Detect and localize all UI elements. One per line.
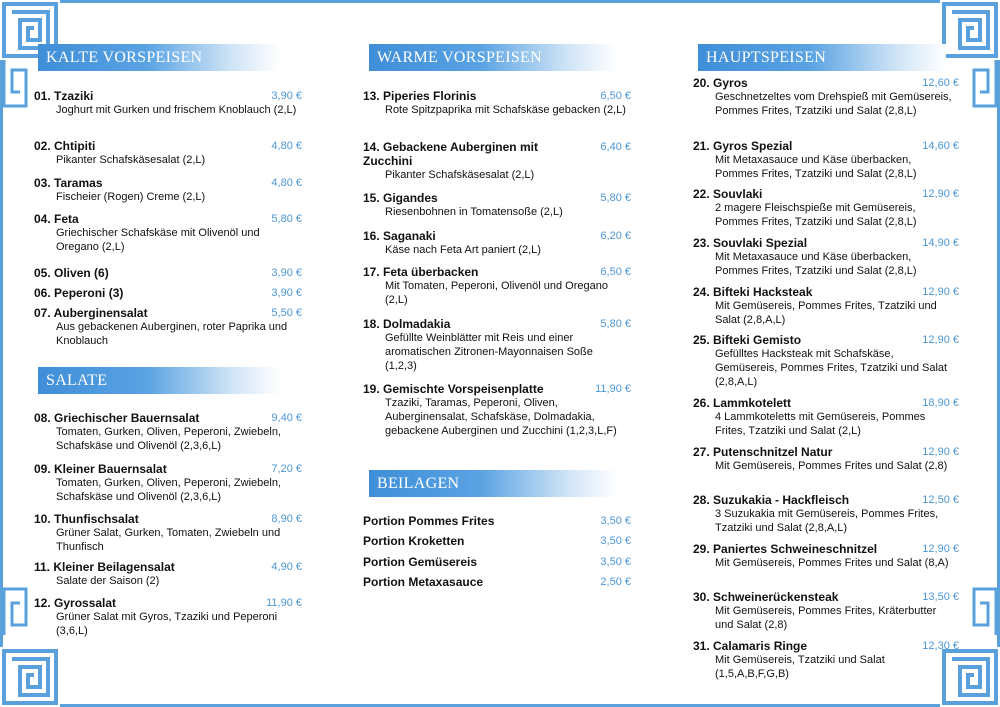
menu-item-price: 12,90 €: [922, 188, 959, 200]
menu-item-description: Tomaten, Gurken, Oliven, Peperoni, Zwiebeln, Schafskäse und Olivenöl (2,3,6,L): [56, 426, 282, 452]
menu-item-name: 07. Auberginensalat: [34, 306, 148, 320]
menu-item-name: 11. Kleiner Beilagensalat: [34, 560, 175, 574]
menu-item-price: 3,90 €: [271, 267, 302, 279]
menu-item-price: 8,90 €: [271, 513, 302, 525]
menu-item: [693, 590, 959, 632]
menu-item-price: 12,60 €: [922, 77, 959, 89]
greek-key-border-icon: [970, 60, 1000, 110]
menu-item-price: 12,90 €: [922, 286, 959, 298]
menu-item: [693, 639, 959, 681]
menu-item-name: 20. Gyros: [693, 76, 748, 90]
menu-item-price: 4,90 €: [271, 561, 302, 573]
menu-item-name: 19. Gemischte Vorspeisenplatte: [363, 382, 544, 396]
menu-item-price: 6,20 €: [600, 230, 631, 242]
menu-item-name: 22. Souvlaki: [693, 187, 763, 201]
menu-item: [34, 176, 302, 204]
menu-item-price: 12,90 €: [922, 334, 959, 346]
menu-item-price: 3,90 €: [271, 287, 302, 299]
menu-item-name: 15. Gigandes: [363, 191, 438, 205]
menu-item-description: Mit Gemüsereis, Pommes Frites, Kräterbutter und Salat (2,8): [715, 605, 937, 631]
menu-item-price: 14,90 €: [922, 237, 959, 249]
menu-item-price: 3,50 €: [600, 535, 631, 547]
menu-item-price: 12,90 €: [922, 446, 959, 458]
menu-item: [363, 534, 631, 548]
menu-item: [34, 89, 302, 117]
menu-item: [693, 542, 959, 570]
menu-item-price: 11,90 €: [266, 597, 302, 609]
menu-item-price: 4,80 €: [271, 177, 302, 189]
menu-item-name: 29. Paniertes Schweineschnitzel: [693, 542, 878, 556]
menu-item: [363, 89, 631, 117]
menu-item: [693, 139, 959, 181]
menu-item-price: 18,90 €: [922, 397, 959, 409]
menu-item: [363, 317, 631, 373]
menu-item-name: 05. Oliven (6): [34, 266, 109, 280]
menu-item-price: 6,40 €: [600, 141, 631, 153]
section-heading-kalte-vorspeisen: KALTE VORSPEISEN: [38, 44, 280, 71]
menu-item-price: 12,90 €: [922, 543, 959, 555]
menu-item-name: 02. Chtipiti: [34, 139, 96, 153]
menu-item: [693, 236, 959, 278]
section-heading-salate: SALATE: [38, 367, 280, 394]
menu-item-description: 2 magere Fleischspieße mit Gemüsereis, Pommes Frites, Tzatziki und Salat (2,8,L): [715, 202, 917, 228]
menu-item-name: 03. Taramas: [34, 176, 103, 190]
menu-item-price: 12,50 €: [922, 494, 959, 506]
menu-item: [34, 411, 302, 453]
menu-item-price: 4,80 €: [271, 140, 302, 152]
menu-item-price: 7,20 €: [271, 463, 302, 475]
menu-item-description: Riesenbohnen in Tomatensoße (2,L): [385, 206, 563, 218]
menu-item-description: Käse nach Feta Art paniert (2,L): [385, 244, 541, 256]
menu-item-price: 13,50 €: [922, 591, 959, 603]
menu-item-description: 3 Suzukakia mit Gemüsereis, Pommes Frites, Tzatziki und Salat (2,8,A,L): [715, 508, 939, 534]
menu-item-price: 5,80 €: [600, 318, 631, 330]
menu-item: [363, 265, 631, 307]
menu-item-description: Mit Tomaten, Peperoni, Olivenöl und Oregano (2,L): [385, 280, 608, 306]
menu-item-price: 6,50 €: [600, 90, 631, 102]
menu-item: [363, 575, 631, 589]
menu-item-description: Tomaten, Gurken, Oliven, Peperoni, Zwiebeln, Schafskäse und Olivenöl (2,3,6,L): [56, 477, 282, 503]
menu-item-name: 30. Schweinerückensteak: [693, 590, 839, 604]
menu-item-price: 14,60 €: [922, 140, 959, 152]
menu-item: [34, 560, 302, 588]
menu-item: [34, 462, 302, 504]
menu-item: [363, 191, 631, 219]
menu-item-description: Gefülltes Hacksteak mit Schafskäse, Gemüsereis, Pommes Frites, Tzatziki und Salat (2,8,A,L): [715, 348, 948, 388]
menu-item-name: 28. Suzukakia - Hackfleisch: [693, 493, 850, 507]
menu-item-name: 25. Bifteki Gemisto: [693, 333, 802, 347]
section-heading-beilagen: BEILAGEN: [369, 470, 617, 497]
menu-item-name: Portion Gemüsereis: [363, 555, 478, 569]
menu-item: [693, 396, 959, 438]
section-heading-hauptspeisen: HAUPTSPEISEN: [698, 44, 946, 71]
menu-item-name: 17. Feta überbacken: [363, 265, 479, 279]
menu-item-description: Mit Metaxasauce und Käse überbacken, Pommes Frites, Tzatziki und Salat (2,8,L): [715, 154, 917, 180]
menu-item: [363, 514, 631, 528]
menu-item-description: Tzaziki, Taramas, Peperoni, Oliven, Auberginensalat, Schafskäse, Dolmadakia, gebackene Auberginen und Zucchini (1,2,3,L,F): [385, 397, 617, 437]
menu-item: [34, 139, 302, 167]
menu-item-name: 31. Calamaris Ringe: [693, 639, 808, 653]
menu-item-name: 04. Feta: [34, 212, 79, 226]
menu-item-description: Mit Gemüsereis, Pommes Frites und Salat (8,A): [715, 557, 949, 569]
greek-key-border-icon: [0, 60, 30, 110]
menu-item-price: 5,80 €: [600, 192, 631, 204]
section-heading-warme-vorspeisen: WARME VORSPEISEN: [369, 44, 617, 71]
menu-item: [34, 306, 302, 348]
frame-top-border: [0, 0, 1000, 3]
menu-item-description: Grüner Salat, Gurken, Tomaten, Zwiebeln und Thunfisch: [56, 527, 281, 553]
menu-item: [363, 229, 631, 257]
menu-item-description: Mit Gemüsereis, Tzatziki und Salat (1,5,A,B,F,G,B): [715, 654, 885, 680]
menu-item-name: 14. Gebackene Auberginen mit Zucchini: [363, 140, 538, 168]
menu-item-name: 26. Lammkotelett: [693, 396, 792, 410]
menu-item-description: Salate der Saison (2): [56, 575, 160, 587]
menu-item-name: 16. Saganaki: [363, 229, 436, 243]
menu-item-price: 2,50 €: [600, 576, 631, 588]
menu-item: [693, 445, 959, 473]
menu-item: [34, 286, 302, 300]
menu-item-description: Rote Spitzpaprika mit Schafskäse gebacken (2,L): [385, 104, 626, 116]
menu-item: [363, 140, 631, 182]
menu-item-description: Pikanter Schafskäsesalat (2,L): [56, 154, 206, 166]
menu-item-name: 21. Gyros Spezial: [693, 139, 793, 153]
menu-item-name: 27. Putenschnitzel Natur: [693, 445, 833, 459]
menu-item-price: 12,30 €: [922, 640, 959, 652]
menu-item-price: 5,80 €: [271, 213, 302, 225]
menu-item-description: Grüner Salat mit Gyros, Tzaziki und Peperoni (3,6,L): [56, 611, 278, 637]
menu-item: [693, 333, 959, 389]
menu-item-name: 06. Peperoni (3): [34, 286, 124, 300]
menu-item: [693, 285, 959, 327]
greek-key-corner-icon: [940, 0, 1000, 60]
menu-item-price: 5,50 €: [271, 307, 302, 319]
menu-item-description: Aus gebackenen Auberginen, roter Paprika und Knoblauch: [56, 321, 288, 347]
greek-key-border-icon: [0, 585, 30, 635]
menu-item-name: Portion Metaxasauce: [363, 575, 484, 589]
menu-item-price: 6,50 €: [600, 266, 631, 278]
menu-item: [34, 596, 302, 638]
menu-item-name: 12. Gyrossalat: [34, 596, 117, 610]
menu-item: [693, 493, 959, 535]
menu-item-price: 3,90 €: [271, 90, 302, 102]
menu-item-description: Gefüllte Weinblätter mit Reis und einer aromatischen Zitronen-Mayonnaisen Soße (1,2,3): [385, 332, 593, 372]
menu-item-name: Portion Pommes Frites: [363, 514, 495, 528]
menu-item-description: Mit Gemüsereis, Pommes Frites und Salat (2,8): [715, 460, 948, 472]
menu-item-price: 3,50 €: [600, 515, 631, 527]
menu-item-name: 23. Souvlaki Spezial: [693, 236, 808, 250]
menu-item-name: 10. Thunfischsalat: [34, 512, 139, 526]
menu-item-description: Geschnetzeltes vom Drehspieß mit Gemüsereis, Pommes Frites, Tzatziki und Salat (2,8,L): [715, 91, 952, 117]
menu-item-price: 11,90 €: [595, 383, 631, 395]
menu-item-description: Fischeier (Rogen) Creme (2,L): [56, 191, 206, 203]
menu-item-description: Griechischer Schafskäse mit Olivenöl und Oregano (2,L): [56, 227, 260, 253]
menu-item-description: Mit Gemüsereis, Pommes Frites, Tzatziki und Salat (2,8,A,L): [715, 300, 937, 326]
menu-item-name: Portion Kroketten: [363, 534, 465, 548]
menu-item-description: Mit Metaxasauce und Käse überbacken, Pommes Frites, Tzatziki und Salat (2,8,L): [715, 251, 917, 277]
menu-item-name: 24. Bifteki Hacksteak: [693, 285, 813, 299]
menu-item: [693, 187, 959, 229]
menu-item-name: 13. Piperies Florinis: [363, 89, 477, 103]
menu-item-name: 08. Griechischer Bauernsalat: [34, 411, 200, 425]
menu-item: [363, 382, 631, 438]
menu-item-description: Joghurt mit Gurken und frischem Knoblauch (2,L): [56, 104, 297, 116]
menu-item: [693, 76, 959, 118]
menu-item-name: 01. Tzaziki: [34, 89, 94, 103]
greek-key-border-icon: [970, 585, 1000, 635]
menu-item-price: 9,40 €: [271, 412, 302, 424]
greek-key-corner-icon: [0, 647, 60, 707]
menu-item-description: 4 Lammkoteletts mit Gemüsereis, Pommes Frites, Tzatziki und Salat (2,L): [715, 411, 926, 437]
menu-item-name: 09. Kleiner Bauernsalat: [34, 462, 167, 476]
menu-item: [363, 555, 631, 569]
menu-item-description: Pikanter Schafskäsesalat (2,L): [385, 169, 535, 181]
menu-item-price: 3,50 €: [600, 556, 631, 568]
menu-item-name: 18. Dolmadakia: [363, 317, 451, 331]
menu-item: [34, 512, 302, 554]
menu-item: [34, 212, 302, 254]
menu-item: [34, 266, 302, 280]
